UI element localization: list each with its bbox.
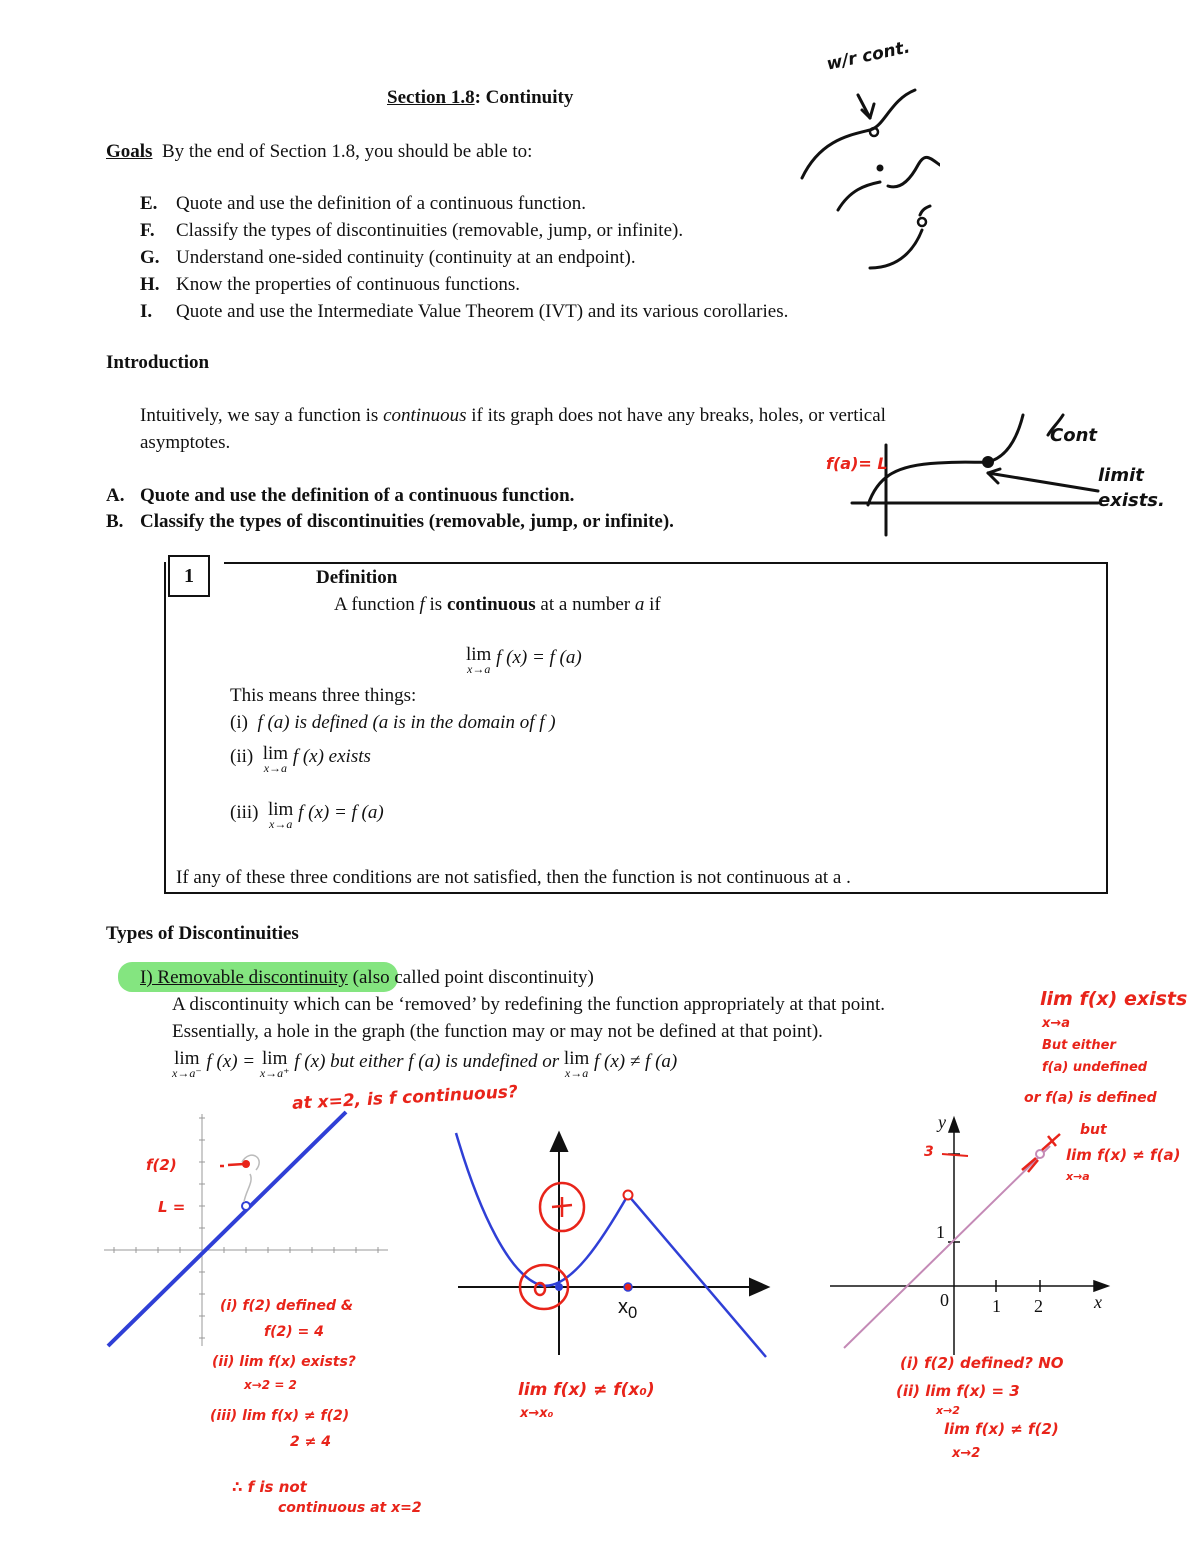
tick-label-y1: 1 [936,1222,945,1242]
removable-label: I) Removable discontinuity [140,967,348,988]
origin-point [555,1283,563,1291]
objective-item [106,484,574,508]
objective-text: Classify the types of discontinuities (removable, jump, or infinite). [140,511,674,532]
handwritten-note: lim f(x) ≠ f(a) [1066,1146,1181,1164]
objective-text: Quote and use the definition of a continuous function. [140,485,575,506]
lim-sub: x→a⁻ [172,1066,202,1080]
removable-formula [172,1050,677,1078]
removable-description: A discontinuity which can be ‘removed’ by redefining the function appropriately at that point. [172,994,886,1015]
handwritten-note: 2 ≠ 4 [290,1434,331,1450]
goal-item [140,246,788,273]
goals-line [106,140,532,164]
goal-letter: G. [140,247,160,268]
lim-text: lim [268,799,294,820]
cond-text: f (x) = f (a) [298,802,384,823]
handwritten-note: or f(a) is defined [1024,1090,1157,1106]
hole-point [624,1191,633,1200]
definition-statement [334,593,661,617]
tick-label-x1: 1 [992,1296,1001,1316]
handwritten-note: exists. [1098,490,1165,511]
def-text: at a number [535,594,635,615]
point-dot [982,456,994,468]
goal-item [140,192,788,219]
formula-text: f (x) but either f (a) is undefined or [294,1051,560,1072]
lim-text: lim [174,1048,200,1069]
goal-item [140,219,788,246]
handwritten-note: lim f(x) ≠ f(2) [944,1420,1059,1438]
intro-emphasis: continuous [383,405,467,426]
graph-removable-line [100,1110,400,1360]
condition-ii [230,745,371,773]
handwritten-note: but [1080,1122,1107,1138]
hole-point [1036,1150,1044,1158]
cond-label: (iii) [230,802,259,823]
page-title [387,86,573,110]
handwritten-note: continuous at x=2 [278,1500,422,1516]
lim-text: lim [563,1048,590,1069]
goal-text: Quote and use the definition of a continuous function. [176,193,586,214]
def-text: A function [334,594,420,615]
lim-operator [466,646,491,674]
limit-expression: f (x) = f (a) [496,647,582,668]
handwritten-note: f(a) undefined [1042,1060,1148,1075]
introduction-heading: Introduction [106,352,210,373]
handwritten-note: L = [158,1198,186,1216]
goals-label: Goals [106,141,153,162]
goals-intro: By the end of Section 1.8, you should be able to: [161,141,533,162]
lim-text: lim [262,743,289,764]
section-name: : Continuity [474,87,574,108]
cond-label: (i) [230,712,248,733]
handwritten-note: f(a)= L [826,454,888,473]
lim-operator [172,1050,202,1078]
lim-operator [263,745,288,773]
lim-text: lim [466,644,492,665]
handwritten-note: x→2 [936,1404,960,1417]
x0-label [618,1296,637,1323]
handwritten-note: lim f(x) ≠ f(x₀) [518,1380,655,1400]
graph-removable-hole [826,1110,1126,1360]
handwritten-note: ∴ f is not [232,1478,307,1496]
handwritten-note: w/r cont. [824,37,912,75]
intro-text: Intuitively, we say a function is [140,405,384,426]
handwritten-note: x→2 [952,1446,981,1461]
goal-letter: I. [140,301,153,322]
point-dot [877,165,884,172]
goals-list [140,192,788,327]
types-heading: Types of Discontinuities [106,923,299,944]
intro-text: if its graph does not have any breaks, holes, or vertical [466,405,886,426]
handwritten-note: x→2 = 2 [244,1378,297,1392]
handwritten-note: (ii) lim f(x) = 3 [896,1382,1020,1400]
cond-label: (ii) [230,746,254,767]
def-text: is [424,594,447,615]
tick-label-x2: 2 [1034,1296,1043,1316]
goal-text: Know the properties of continuous functions. [176,274,521,295]
definition-number: 1 [168,555,210,597]
def-bold: continuous [446,594,536,615]
continuity-sketch [790,40,940,280]
handwritten-note: lim f(x) exists [1040,988,1188,1010]
goal-text: Classify the types of discontinuities (removable, jump, or infinite). [176,220,684,241]
objective-item [106,510,674,534]
lim-sub: x→a [564,1066,589,1080]
removable-aside: (also called point discontinuity) [347,967,594,988]
graph-removable-curve [440,1125,780,1365]
handwritten-note: (ii) lim f(x) exists? [212,1354,356,1370]
handwritten-note: f(2) [146,1156,177,1174]
def-text: if [644,594,661,615]
definition-footer: If any of these three conditions are not satisfied, then the function is not continuous at a . [176,867,851,888]
handwritten-note: But either [1042,1038,1116,1053]
intro-paragraph [140,404,886,428]
condition-iii [230,801,384,829]
condition-i [230,711,556,735]
handwritten-note: f(2) = 4 [264,1324,324,1340]
hole-point [242,1202,250,1210]
goal-letter: H. [140,274,160,295]
handwritten-note: x→x₀ [520,1406,554,1421]
handwritten-note: (i) f(2) defined? NO [900,1354,1064,1372]
goal-text: Understand one-sided continuity (continuity at an endpoint). [176,247,636,268]
definition-top-rule [224,562,1106,564]
handwritten-note: limit [1098,465,1144,486]
objective-letter: A. [106,485,125,506]
cond-text: f (x) exists [292,746,371,767]
axis-label-x: x [1094,1292,1102,1312]
defined-point [624,1283,632,1291]
removable-description: Essentially, a hole in the graph (the function may or may not be defined at that point). [172,1021,823,1042]
lim-operator [268,801,293,829]
cond-text: f (a) is defined (a is in the domain of f ) [257,712,556,733]
goal-letter: F. [140,220,155,241]
goal-item [140,273,788,300]
definition-title: Definition [316,567,398,588]
x0-sub: 0 [628,1303,638,1322]
function-line [844,1146,1050,1348]
definition-limit [466,646,582,674]
formula-text: f (x) = [206,1051,256,1072]
handwritten-note: 3 [924,1144,934,1160]
def-var: a [634,594,645,615]
x0-text: x [618,1296,628,1318]
lim-operator [564,1050,589,1078]
function-curve [456,1133,628,1286]
handwritten-note: x→a [1066,1170,1090,1183]
lim-operator [260,1050,290,1078]
lim-sub: x→a⁺ [259,1066,290,1080]
hole-dot [918,218,926,226]
lim-sub: x→a [467,662,491,676]
intro-paragraph-line2: asymptotes. [140,432,231,453]
goal-text: Quote and use the Intermediate Value Theorem (IVT) and its various corollaries. [176,301,789,322]
definition-means: This means three things: [230,685,417,706]
hole-dot [870,128,878,136]
lim-sub: x→a [269,817,293,831]
goal-item [140,300,788,327]
formula-text: f (x) ≠ f (a) [594,1051,678,1072]
handwritten-note: x→a [1042,1016,1071,1031]
removable-heading [140,966,594,990]
objective-letter: B. [106,511,124,532]
origin-label: 0 [940,1290,949,1310]
section-number: Section 1.8 [387,87,475,108]
goal-letter: E. [140,193,158,214]
handwritten-note: at x=2, is f continuous? [291,1082,519,1114]
def-var: f [419,594,425,615]
handwritten-note: (i) f(2) defined & [220,1298,354,1314]
axis-label-y: y [938,1112,946,1132]
lim-text: lim [262,1048,288,1069]
lim-sub: x→a [263,761,288,775]
handwritten-note: Cont [1050,425,1097,446]
handwritten-note: (iii) lim f(x) ≠ f(2) [210,1408,350,1424]
